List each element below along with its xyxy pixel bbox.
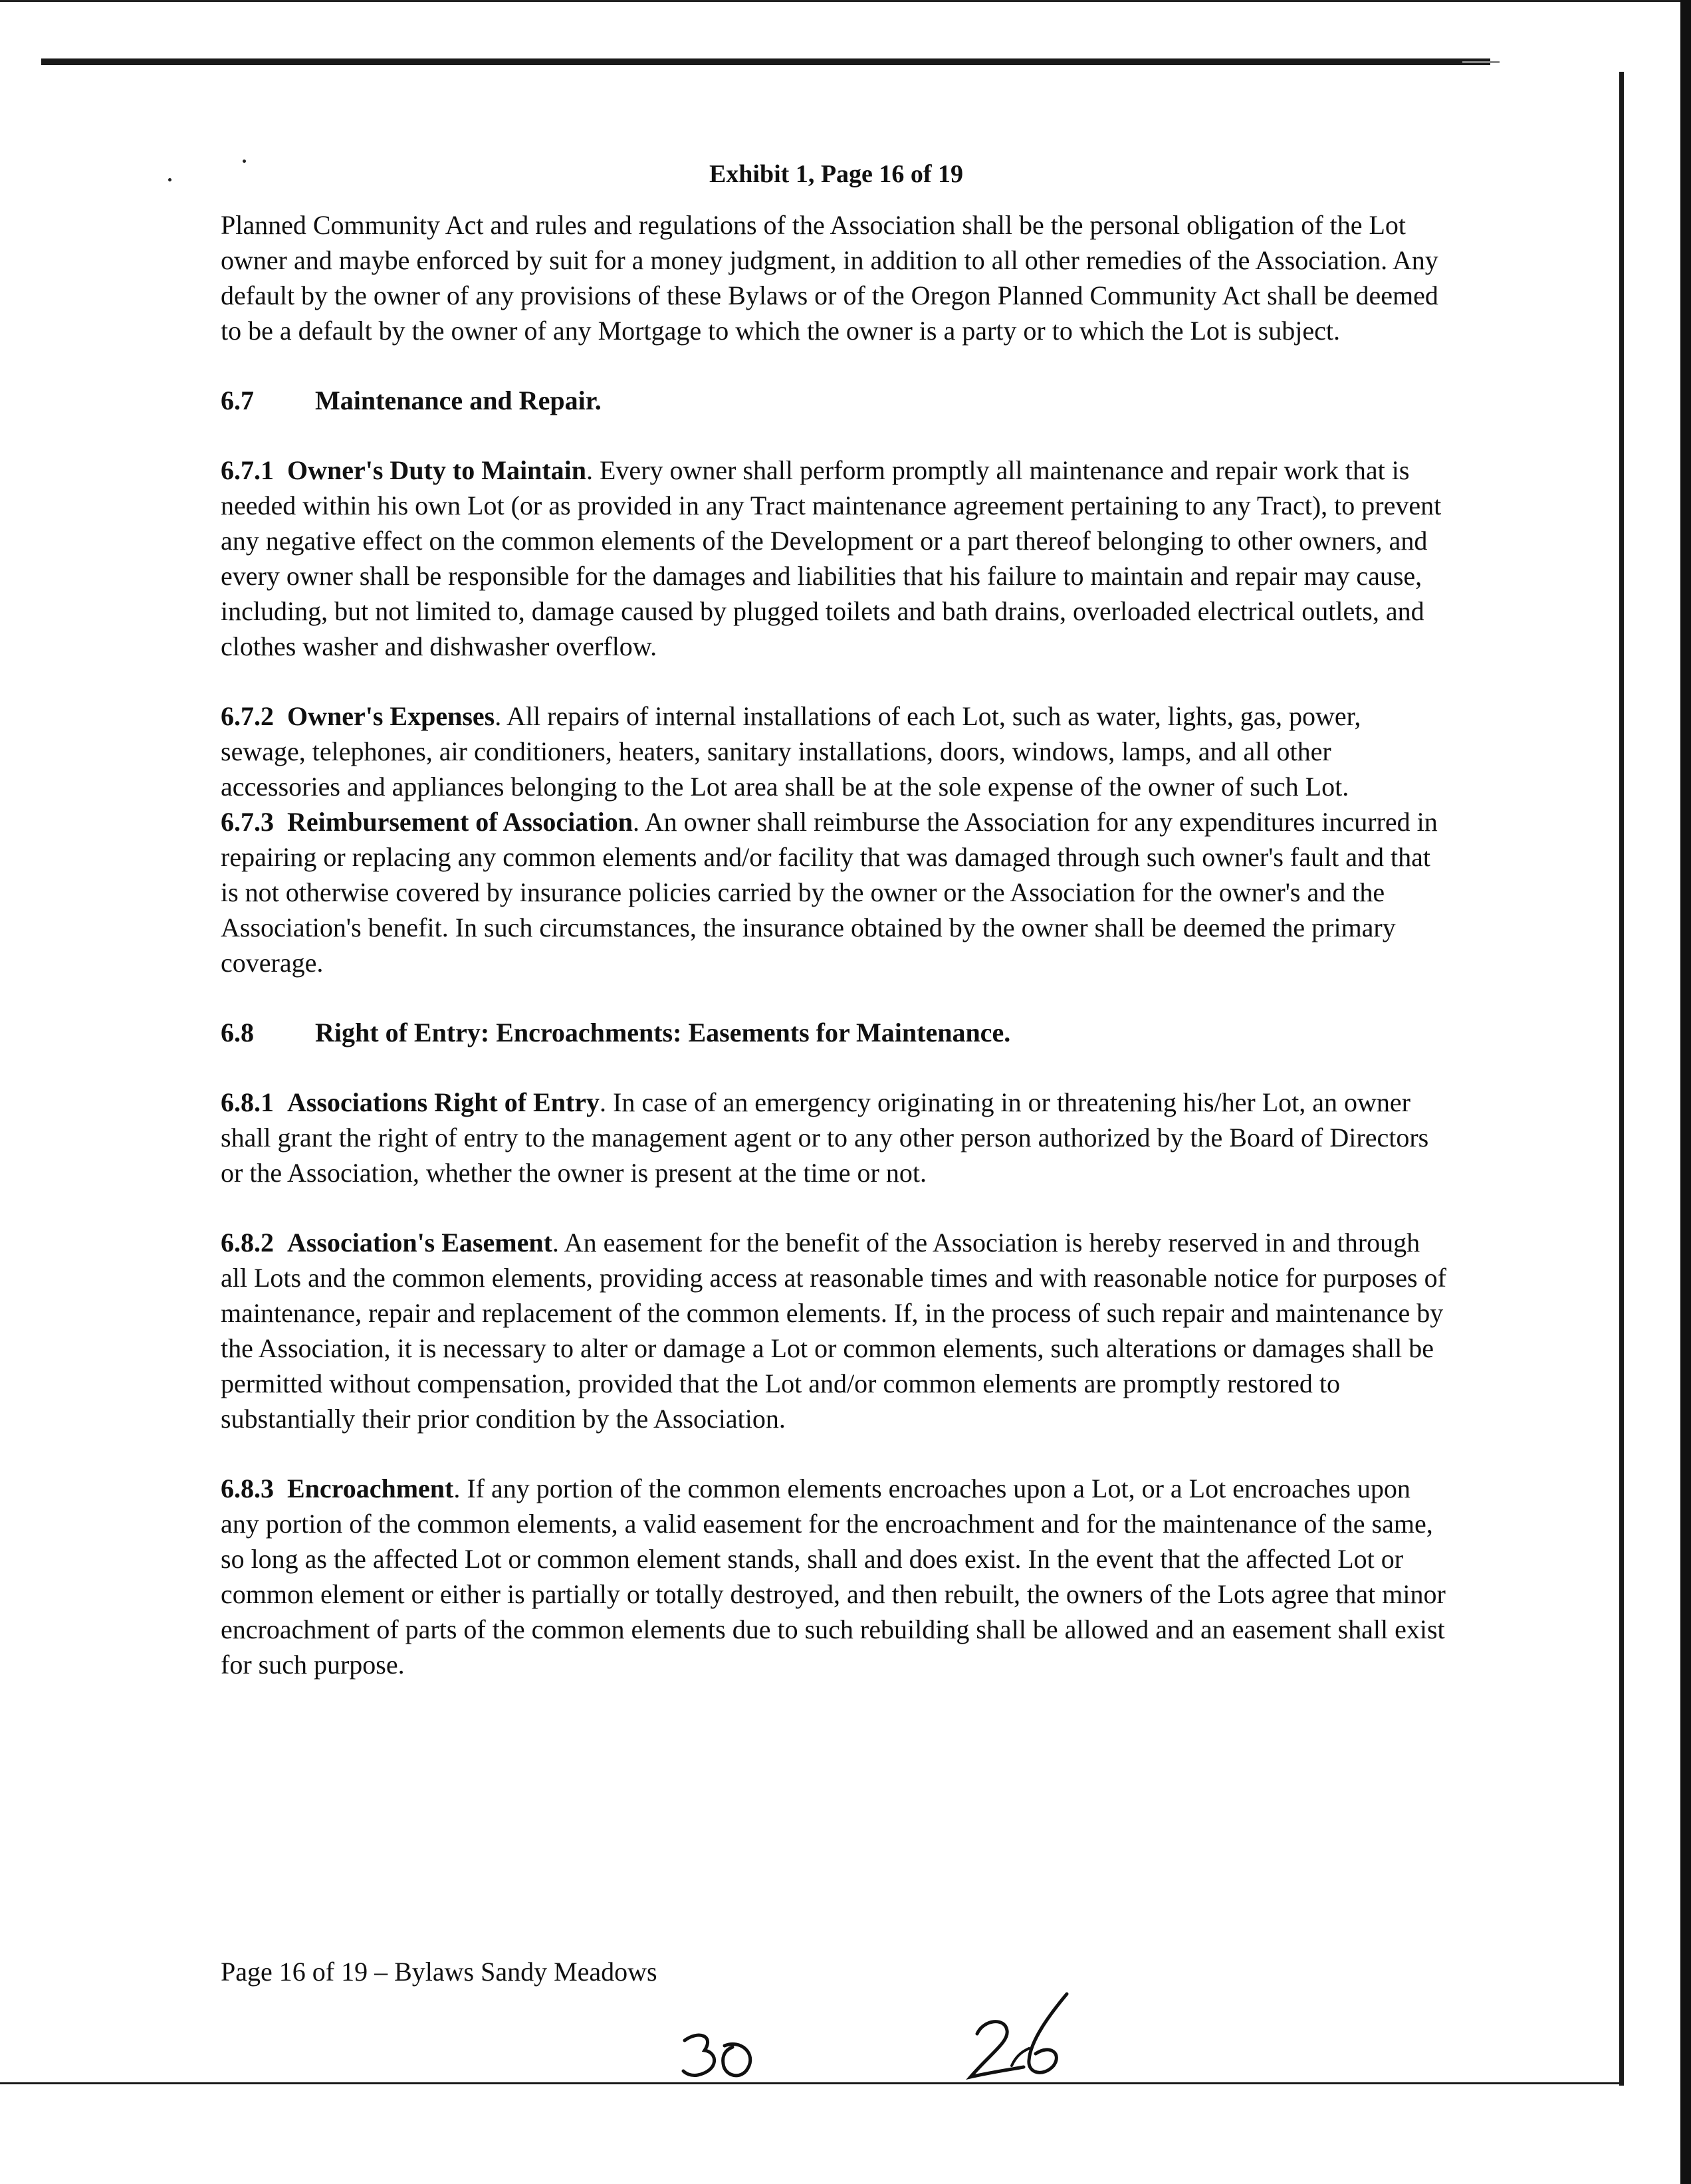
subsection-6-7-3: [221, 804, 1452, 980]
section-number: 6.7: [221, 385, 254, 415]
subsection-text: . If any portion of the common elements encroaches upon a Lot, or a Lot encroaches upon any portion of the common elements, a valid easement for the encroachment and for the maintenance of the same, so long as the affected Lot or common element stands, shall and does exist. In the event that the affected Lot or common element or either is partially or totally destroyed, and then rebuilt, the owners of the Lots agree that minor encroachment of parts of the common elements due to such rebuilding shall be allowed and an easement shall exist for such purpose.: [221, 1474, 1446, 1680]
section-heading-6-7: [221, 383, 1452, 418]
subsection-title: Encroachment: [287, 1474, 454, 1503]
handwritten-page-number-30: [678, 2027, 758, 2087]
subsection-6-8-1: [221, 1085, 1452, 1190]
intro-paragraph: Planned Community Act and rules and regulations of the Association shall be the personal obligation of the Lot owner and maybe enforced by suit for a money judgment, in addition to all other remedies of the Association. Any default by the owner of any provisions of these Bylaws or of the Oregon Planned Community Act shall be deemed to be a default by the owner of any Mortgage to which the owner is a party or to which the Lot is subject.: [221, 210, 1438, 346]
subsection-text: . An easement for the benefit of the Association is hereby reserved in and through all Lots and the common elements, providing access at reasonable times and with reasonable notice for purposes of maintenance, repair and replacement of the common elements. If, in the process of such repair and maintenance by the Association, it is necessary to alter or damage a Lot or common elements, such alterations or damages shall be permitted without compensation, provided that the Lot and/or common elements are promptly restored to substantially their prior condition by the Association.: [221, 1228, 1446, 1434]
subsection-6-8-2: [221, 1225, 1452, 1436]
subsection-number: 6.7.2: [221, 701, 274, 731]
subsection-text: . All repairs of internal installations of each Lot, such as water, lights, gas, power, sewage, telephones, air conditioners, heaters, sanitary installations, doors, windows, lamps, and all other accessories and appliances belonging to the Lot area shall be at the sole expense of the owner of such Lot.: [221, 701, 1361, 802]
scan-speck: [168, 178, 171, 181]
section-number: 6.8: [221, 1018, 254, 1047]
subsection-text: . In case of an emergency originating in or threatening his/her Lot, an owner shall grant the right of entry to the management agent or to any other person authorized by the Board of Directors or the Association, whether the owner is present at the time or not.: [221, 1087, 1429, 1188]
document-body: [221, 160, 1452, 1717]
scan-border-right: [1680, 0, 1691, 2184]
subsection-number: 6.8.1: [221, 1087, 274, 1117]
section-heading-6-8: [221, 1015, 1452, 1050]
subsection-title: Reimbursement of Association: [287, 807, 633, 837]
subsection-title: Owner's Duty to Maintain: [287, 455, 586, 485]
page-frame-right-rule: [1619, 72, 1624, 2086]
subsection-number: 6.7.3: [221, 807, 274, 837]
subsection-text: . Every owner shall perform promptly all maintenance and repair work that is needed within his own Lot (or as provided in any Tract maintenance agreement pertaining to any Tract), to prevent any negative effect on the common elements of the Development or a part thereof belonging to other owners, and every owner shall be responsible for the damages and liabilities that his failure to maintain and repair may cause, including, but not limited to, damage caused by plugged toilets and bath drains, overloaded electrical outlets, and clothes washer and dishwasher overflow.: [221, 455, 1442, 661]
page-frame-top-rule-fade: [1462, 61, 1500, 63]
section-title: Right of Entry: Encroachments: Easements for Maintenance.: [315, 1018, 1011, 1047]
subsection-text: . An owner shall reimburse the Association for any expenditures incurred in repairing or replacing any common elements and/or facility that was damaged through such owner's fault and that is not otherwise covered by insurance policies carried by the owner or the Association for the owner's and the Association's benefit. In such circumstances, the insurance obtained by the owner shall be deemed the primary coverage.: [221, 807, 1438, 978]
subsection-title: Association's Easement: [287, 1228, 552, 1257]
page-frame-bottom-rule: [0, 2082, 1622, 2084]
subsection-6-7-2: [221, 699, 1452, 804]
subsection-number: 6.7.1: [221, 455, 274, 485]
handwritten-page-number-26: [951, 1987, 1083, 2087]
subsection-6-7-1: [221, 453, 1452, 664]
subsection-title: Associations Right of Entry: [287, 1087, 600, 1117]
subsection-number: 6.8.2: [221, 1228, 274, 1257]
exhibit-title: Exhibit 1, Page 16 of 19: [709, 160, 964, 188]
subsection-6-8-3: [221, 1471, 1452, 1682]
subsection-title: Owner's Expenses: [287, 701, 495, 731]
page-footer: Page 16 of 19 – Bylaws Sandy Meadows: [221, 1957, 657, 1987]
subsection-number: 6.8.3: [221, 1474, 274, 1503]
section-title: Maintenance and Repair.: [315, 385, 602, 415]
scan-border-top: [0, 0, 1691, 2]
page-frame-top-rule: [41, 58, 1490, 65]
